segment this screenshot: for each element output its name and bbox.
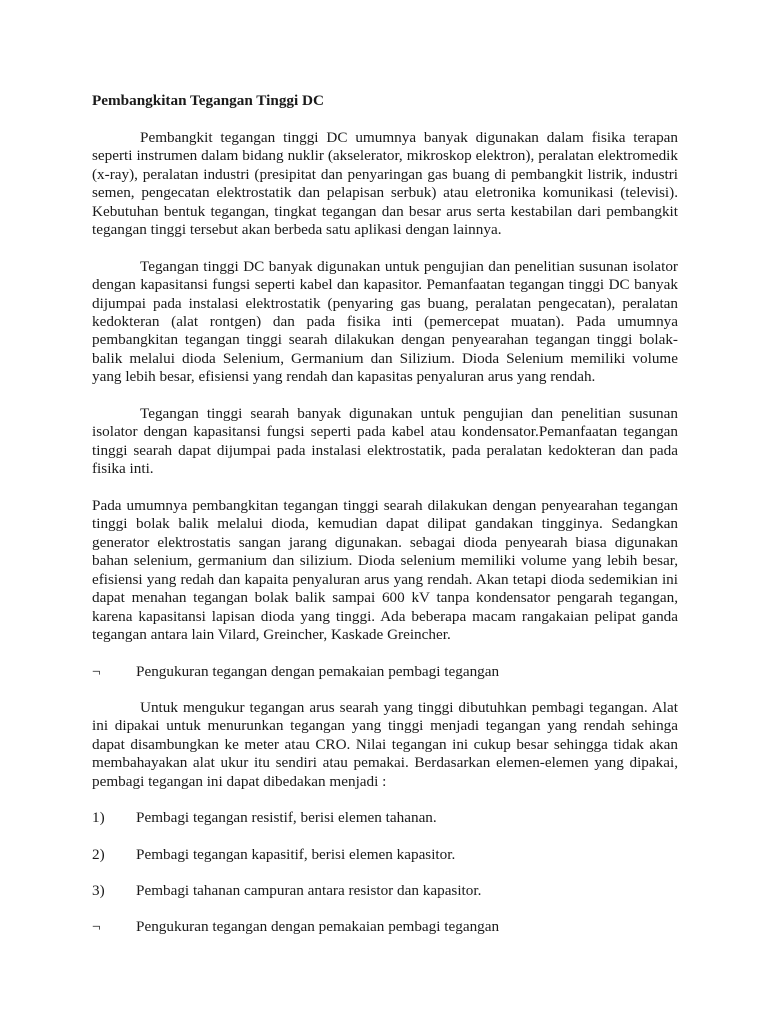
section-heading-1	[92, 663, 678, 681]
paragraph-4: Pada umumnya pembangkitan tegangan tinggi searah dilakukan dengan penyearahan tegangan tinggi bolak balik melalui dioda, kemudian dapat dilipat gandakan tingginya. Sedangkan generator elektrostatis sangan jarang digunakan. sebagai dioda penyearah biasa digunakan bahan selenium, germanium dan silizium. Dioda selenium memiliki volume yang lebih besar, efisiensi yang redah dan kapaita penyaluran arus yang rendah. Akan tetapi dioda sedemikian ini dapat menahan tegangan bolak balik sampai 600 kV tanpa kondensator pengarah tegangan, karena kapasitansi lapisan dioda yang tinggi. Ada beberapa macam rangakaian pelipat ganda tegangan antara lain Vilard, Greincher, Kaskade Greincher.	[92, 497, 678, 643]
bullet-not-sign-icon: ¬	[92, 662, 101, 680]
section-heading-text: Pengukuran tegangan dengan pemakaian pembagi tegangan	[136, 662, 500, 680]
list-item	[92, 882, 678, 900]
section-heading-2	[92, 918, 678, 936]
section-heading-text: Pengukuran tegangan dengan pemakaian pembagi tegangan	[136, 917, 500, 935]
paragraph-2: Tegangan tinggi DC banyak digunakan untuk pengujian dan penelitian susunan isolator dengan kapasitansi fungsi seperti kabel dan kapasitor. Pemanfaatan tegangan tinggi DC banyak dijumpai pada instalasi elektrostatik (penyaring gas buang, peralatan pengecatan), peralatan kedokteran (alat rontgen) dan pada fisika inti (pemercepat muatan). Pada umumnya pembangkitan tegangan tinggi searah dilakukan dengan penyearahan tegangan tinggi bolak-balik melalui dioda Selenium, Germanium dan Silizium. Dioda Selenium memiliki volume yang lebih besar, efisiensi yang rendah dan kapasitas penyaluran arus yang rendah.	[92, 257, 678, 386]
list-item-text: Pembagi tegangan resistif, berisi elemen tahanan.	[136, 809, 437, 827]
list-item	[92, 846, 678, 864]
list-item-text: Pembagi tegangan kapasitif, berisi elemen kapasitor.	[136, 845, 456, 863]
list-number: 3)	[92, 881, 105, 899]
document-page	[92, 92, 678, 954]
paragraph-1: Pembangkit tegangan tinggi DC umumnya banyak digunakan dalam fisika terapan seperti instrumen dalam bidang nuklir (akselerator, mikroskop elektron), peralatan elektromedik (x-ray), peralatan industri (presipitat dan penyaringan gas buang di pembangkit listrik, industri semen, pengecatan elektrostatik dan pelapisan serbuk) atau eletronika komunikasi (televisi). Kebutuhan bentuk tegangan, tingkat tegangan dan besar arus serta kestabilan dari pembangkit tegangan tinggi tersebut akan berbeda satu aplikasi dengan lainnya.	[92, 129, 678, 239]
list-number: 2)	[92, 845, 105, 863]
bullet-not-sign-icon: ¬	[92, 917, 101, 935]
paragraph-5: Untuk mengukur tegangan arus searah yang tinggi dibutuhkan pembagi tegangan. Alat ini dipakai untuk menurunkan tegangan yang tinggi menjadi tegangan yang rendah sehinga dapat disambungkan ke meter atau CRO. Nilai tegangan ini cukup besar sehingga tidak akan membahayakan alat ukur itu sendiri atau pemakai. Berdasarkan elemen-elemen yang dipakai, pembagi tegangan ini dapat dibedakan menjadi :	[92, 698, 678, 790]
document-title: Pembangkitan Tegangan Tinggi DC	[92, 92, 324, 109]
paragraph-3: Tegangan tinggi searah banyak digunakan untuk pengujian dan penelitian susunan isolator dengan kapasitansi fungsi seperti pada kabel atau kondensator.Pemanfaatan tegangan tinggi searah dapat dijumpai pada instalasi elektrostatik, pada peralatan kedokteran dan pada fisika inti.	[92, 405, 678, 478]
list-number: 1)	[92, 809, 105, 827]
list-item	[92, 809, 678, 827]
list-item-text: Pembagi tahanan campuran antara resistor dan kapasitor.	[136, 881, 482, 899]
